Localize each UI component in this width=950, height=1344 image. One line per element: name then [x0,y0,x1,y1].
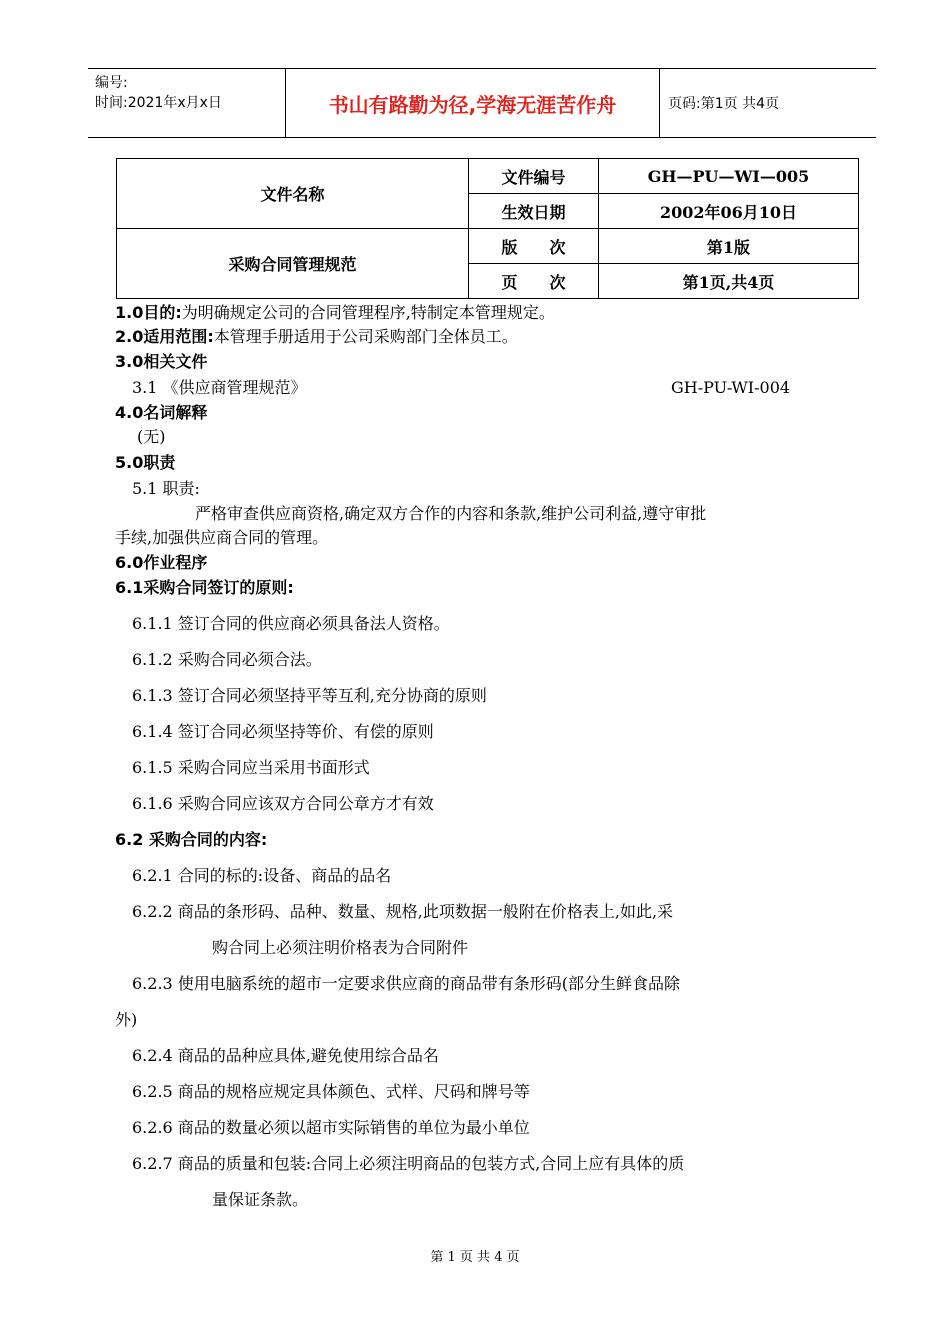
section-procedure-title: 6.0作业程序 [115,553,208,572]
content-item: 6.2.4 商品的品种应具体,避免使用综合品名 [132,1046,439,1065]
page-count-label: 页 次 [469,264,599,299]
section-glossary-text: (无) [137,427,166,446]
section-purpose-title: 1.0目的: [115,303,182,322]
header-meta [88,69,286,137]
section-glossary-title: 4.0名词解释 [115,403,208,422]
duties-item: 5.1 职责: [132,479,200,498]
effective-date-label: 生效日期 [469,194,599,229]
content-item: 6.2.6 商品的数量必须以超市实际销售的单位为最小单位 [132,1118,530,1137]
code-label: 编号: [95,75,128,91]
page-footer: 第 1 页 共 4 页 [430,1250,520,1265]
section-related-title: 3.0相关文件 [115,352,208,371]
doc-name-label: 文件名称 [117,159,469,229]
duties-text-line-1: 严格审查供应商资格,确定双方合作的内容和条款,维护公司利益,遵守审批 [195,504,707,523]
doc-no-value: GH—PU—WI—005 [599,159,859,194]
principle-item: 6.1.4 签订合同必须坚持等价、有偿的原则 [132,722,434,741]
principles-title: 6.1采购合同签订的原则: [115,578,294,597]
content-item: 6.2.5 商品的规格应规定具体颜色、式样、尺码和牌号等 [132,1082,530,1101]
header-page-cell [660,69,876,137]
doc-no-label: 文件编号 [469,159,599,194]
motto: 书山有路勤为径,学海无涯苦作舟 [328,92,617,117]
principle-item: 6.1.1 签订合同的供应商必须具备法人资格。 [132,614,450,633]
principle-item: 6.1.6 采购合同应该双方合同公章方才有效 [132,794,434,813]
doc-name-value: 采购合同管理规范 [117,229,469,299]
section-scope-title: 2.0适用范围: [115,327,214,346]
content-item: 6.2.2 商品的条形码、品种、数量、规格,此项数据一般附在价格表上,如此,采 [132,902,674,921]
effective-date-value: 2002年06月10日 [599,194,859,229]
contents-title: 6.2 采购合同的内容: [115,830,268,849]
principle-item: 6.1.5 采购合同应当采用书面形式 [132,758,370,777]
related-doc-item: 3.1 《供应商管理规范》 [132,378,307,397]
header-motto-cell [286,69,660,137]
header-page-label: 页码:第1页 共4页 [668,96,779,112]
version-value: 第1版 [599,229,859,264]
principle-item: 6.1.3 签订合同必须坚持平等互利,充分协商的原则 [132,686,487,705]
content-item-continued: 量保证条款。 [212,1190,309,1209]
page-header [88,68,876,138]
section-duties-title: 5.0职责 [115,453,176,472]
document-info-table [116,158,859,299]
section-purpose-text: 为明确规定公司的合同管理程序,特制定本管理规定。 [181,303,555,322]
page-count-value: 第1页,共4页 [599,264,859,299]
section-scope [115,326,518,348]
section-scope-text: 本管理手册适用于公司采购部门全体员工。 [213,327,518,346]
content-item-continued: 外) [115,1010,138,1029]
time-label: 时间:2021年x月x日 [95,95,222,111]
content-item: 6.2.3 使用电脑系统的超市一定要求供应商的商品带有条形码(部分生鲜食品除 [132,974,681,993]
content-item: 6.2.1 合同的标的:设备、商品的品名 [132,866,392,885]
version-label: 版 次 [469,229,599,264]
content-item-continued: 购合同上必须注明价格表为合同附件 [212,938,469,957]
content-item: 6.2.7 商品的质量和包装:合同上必须注明商品的包装方式,合同上应有具体的质 [132,1154,685,1173]
related-doc-code: GH-PU-WI-004 [671,378,791,397]
duties-text-line-2: 手续,加强供应商合同的管理。 [115,528,329,547]
principle-item: 6.1.2 采购合同必须合法。 [132,650,322,669]
section-purpose [115,302,555,324]
